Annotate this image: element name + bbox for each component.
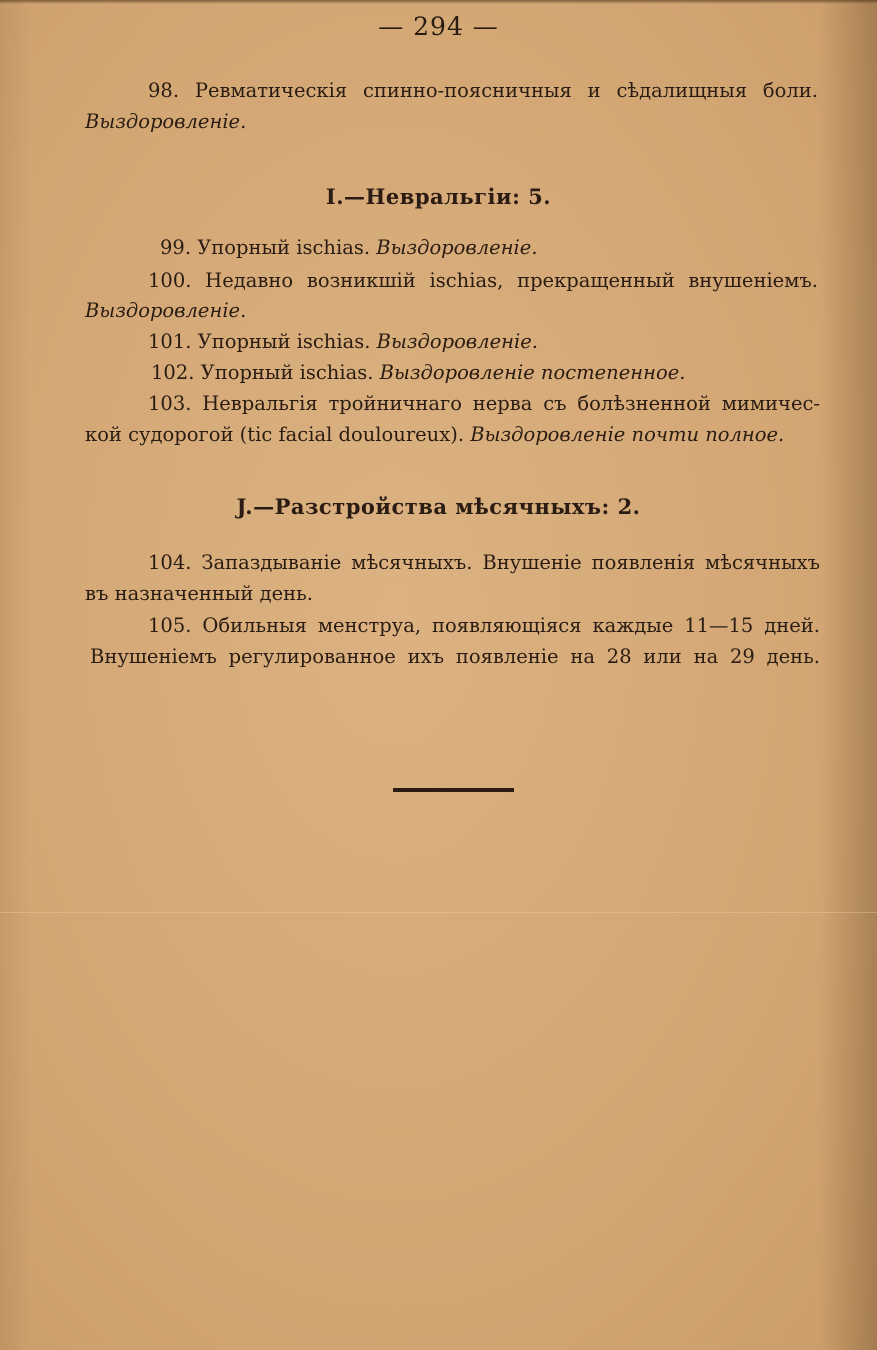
entry-100-line-1: 100. Недавно возникшій ischias, прекращенный внушеніемъ. [148, 269, 818, 292]
entry-102-outcome: Выздоровленіе постепенное. [379, 361, 686, 384]
entry-99 [160, 235, 538, 261]
entry-103-text: кой судорогой (tic facial douloureux). [85, 423, 465, 446]
entry-102-text: 102. Упорный ischias. [151, 361, 374, 384]
entry-102 [151, 360, 685, 386]
page-top-edge [0, 0, 877, 4]
entry-105-line-2: Внушеніемъ регулированное ихъ появленіе на 28 или на 29 день. [90, 645, 820, 668]
entry-104-line-1: 104. Запаздываніе мѣсячныхъ. Внушеніе появленія мѣсячныхъ [148, 551, 820, 574]
entry-99-text: 99. Упорный ischias. [160, 236, 371, 259]
entry-103-line-1: 103. Невральгія тройничнаго нерва съ болѣзненной мимичес- [148, 392, 820, 415]
entry-101-outcome: Выздоровленіе. [376, 330, 538, 353]
section-end-rule [393, 788, 514, 792]
entry-101 [148, 329, 538, 355]
section-heading-menstrual-disorders: J.—Разстройства мѣсячныхъ: 2. [236, 494, 641, 519]
entry-104-line-2: въ назначенный день. [85, 582, 313, 605]
entry-101-text: 101. Упорный ischias. [148, 330, 371, 353]
paper-fold-line [0, 912, 877, 913]
entry-98-line-1: 98. Ревматическія спинно-поясничныя и сѣдалищныя боли. [148, 79, 818, 102]
entry-98-outcome: Выздоровленіе. [85, 110, 247, 133]
entry-99-outcome: Выздоровленіе. [376, 236, 538, 259]
entry-103-line-2 [85, 422, 784, 448]
entry-100-outcome: Выздоровленіе. [85, 299, 247, 322]
section-heading-neuralgia: I.—Невральгіи: 5. [325, 184, 552, 209]
page-number: — 294 — [378, 12, 499, 41]
entry-103-outcome: Выздоровленіе почти полное. [470, 423, 785, 446]
entry-105-line-1: 105. Обильныя менструа, появляющіяся каждые 11—15 дней. [148, 614, 820, 637]
